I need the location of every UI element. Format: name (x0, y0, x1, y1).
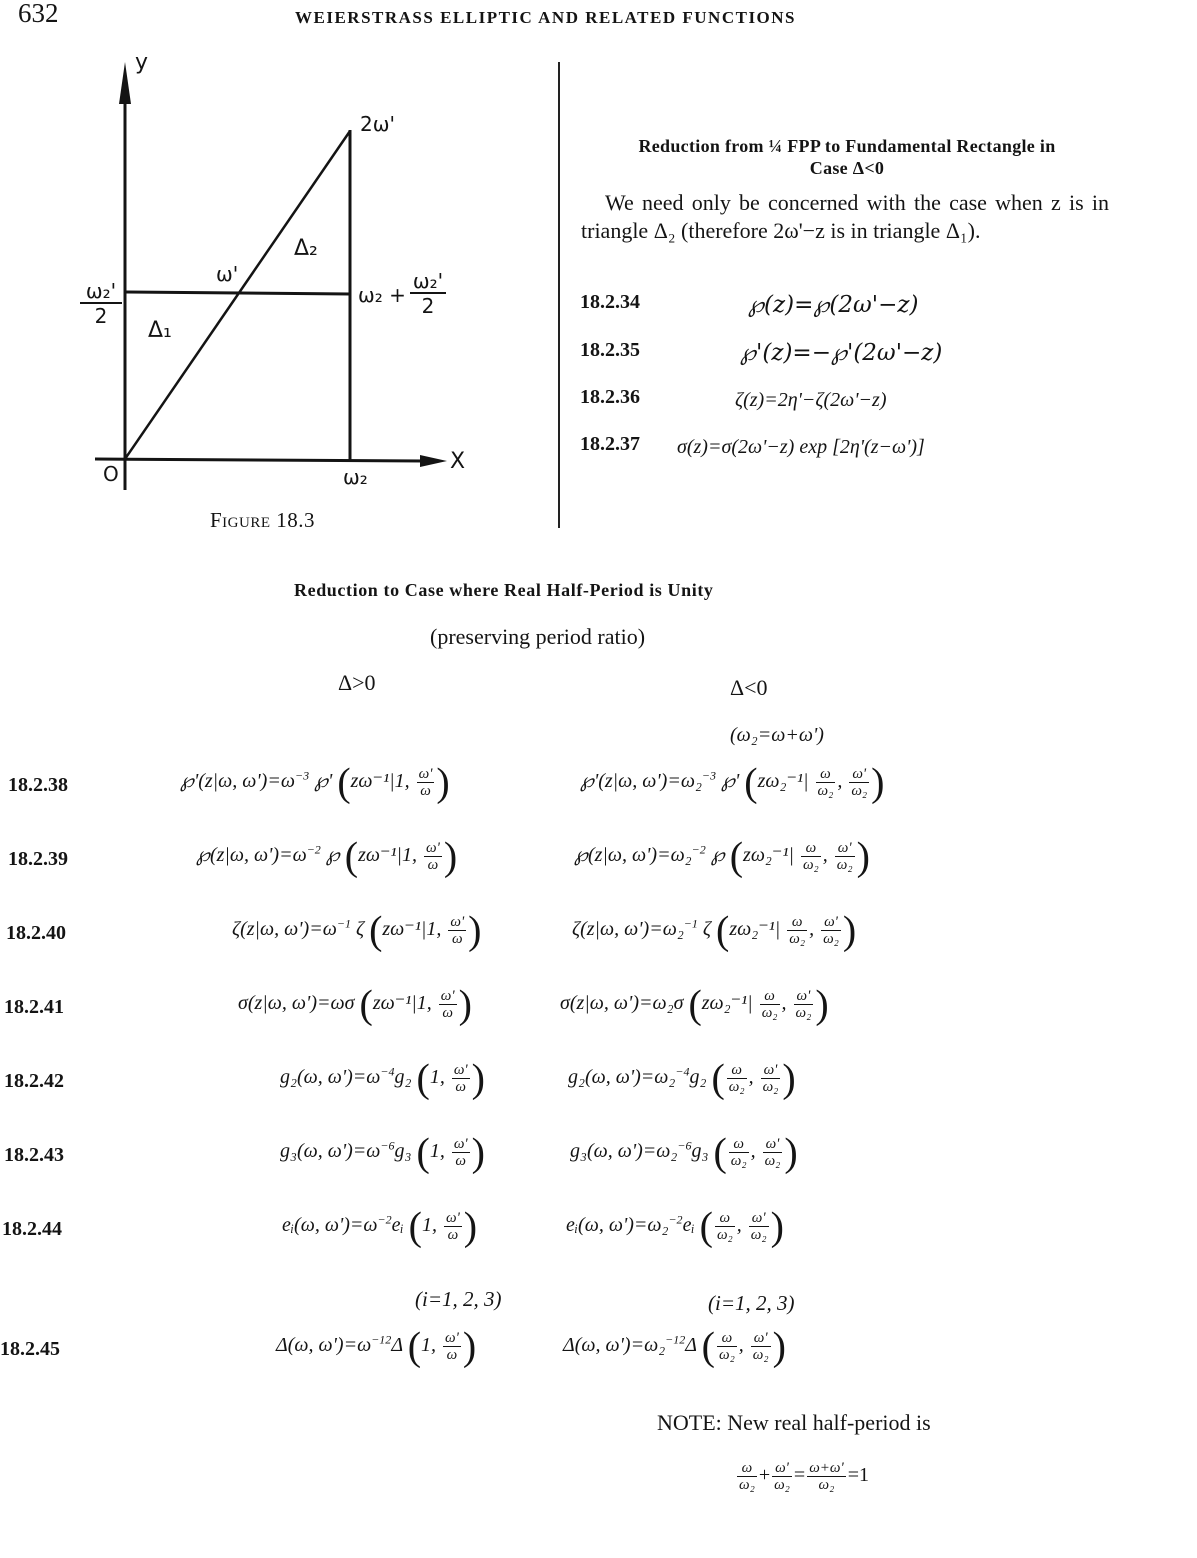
page-number: 632 (18, 0, 59, 28)
column-right-note: (ω₂=ω+ω') (730, 724, 824, 746)
lhs: ℘'(z|ω, ω')=ω (180, 770, 295, 793)
argument: 1, (429, 1066, 445, 1089)
exponent: −3 (701, 768, 717, 783)
equation-18-2-45-left: Δ(ω, $\omega')=\omega^{-12}\Delta$ (1, $\frac{\omega'}{\omega}$ ) (276, 1323, 477, 1369)
equation-18-2-40-right: ζ(z|ω, ω')=ω₂$^{-1}$ ζ (zω₂⁻¹| $\frac{\omega}{\text{ω₂}}$ , $\frac{\omega'}{\text{ω₂}}$ ) (572, 907, 857, 953)
lhs: g₂(ω, ω')=ω (280, 1066, 381, 1089)
right-fraction-den: 2 (421, 294, 435, 318)
exponent: −2 (668, 1212, 683, 1227)
equation-18-2-45-right: Δ(ω, ω')=ω₂$^{-12}$Δ ( $\frac{\omega}{\text{ω₂}}$ , $\frac{\omega'}{\text{ω₂}}$ ) (563, 1323, 786, 1369)
lhs: ℘'(z|ω, ω')=ω₂ (580, 770, 702, 793)
lhs: σ(z|ω, ω')=ω (238, 992, 345, 1015)
exponent: −4 (675, 1064, 690, 1079)
equation-18-2-37: σ(z)=σ(2ω'−z) exp [2η'(z−ω')] (677, 436, 925, 458)
column-right-heading: Δ<0 (730, 675, 768, 700)
argument: 1, (421, 1214, 437, 1237)
eq-number-18-2-44: 18.2.44 (2, 1218, 62, 1240)
fundamental-rectangle-diagram (0, 0, 560, 540)
section1-paragraph: We need only be concerned with the case when z is in triangle Δ₂ (therefore 2ω'−z is in triangle Δ₁). (581, 190, 1109, 243)
function: ℘ (325, 844, 340, 867)
lhs: eᵢ(ω, ω')=ω₂ (566, 1214, 669, 1237)
function: σ (673, 992, 684, 1015)
equation-18-2-35: ℘'(z)=−℘'(2ω'−z) (740, 340, 943, 366)
triangle-lower-label: Δ₁ (148, 318, 172, 343)
lhs: Δ(ω, ω')=ω (276, 1334, 372, 1357)
argument: 1, (429, 1140, 445, 1163)
note-text: NOTE: New real half-period is (657, 1410, 931, 1435)
column-divider (558, 62, 560, 528)
exponent: −2 (691, 842, 706, 857)
lhs: g₃(ω, ω')=ω₂ (570, 1140, 678, 1163)
argument: zω⁻¹|1, (350, 770, 410, 793)
argument: zω⁻¹|1, (372, 992, 432, 1015)
equation-18-2-34: ℘(z)=℘(2ω'−z) (748, 292, 919, 318)
left-fraction-label (80, 280, 122, 328)
left-fraction-den: 2 (94, 304, 108, 328)
function: σ (344, 992, 355, 1015)
index-note-left: (i=1, 2, 3) (415, 1287, 502, 1311)
function: ℘' (721, 770, 740, 793)
eq-number-18-2-42: 18.2.42 (4, 1070, 64, 1092)
function: Δ (685, 1334, 697, 1357)
function: ℘' (314, 770, 333, 793)
exponent: −6 (677, 1138, 692, 1153)
lhs: g₃(ω, ω')=ω (280, 1140, 381, 1163)
figure-18-3 (0, 0, 560, 540)
function: ζ (355, 918, 365, 941)
lhs: g₂(ω, ω')=ω₂ (568, 1066, 676, 1089)
equation-18-2-43-right: g₃(ω, ω')=ω₂$^{-6}$g₃ ( $\frac{\omega}{\text{ω₂}}$ , $\frac{\omega'}{\text{ω₂}}$ ) (570, 1129, 798, 1175)
exponent: −6 (380, 1138, 395, 1153)
exponent: −2 (306, 842, 321, 857)
equation-18-2-39-right: ℘(z|ω, ω')=ω₂$^{-2}$ ℘ (zω₂⁻¹| $\frac{\omega}{\text{ω₂}}$ , $\frac{\omega'}{\text{ω₂}}$ ) (574, 833, 870, 879)
exponent: −1 (336, 916, 351, 931)
left-fraction-num: ω₂' (80, 280, 122, 304)
function: g₂ (689, 1066, 707, 1089)
x-tick-label: ω₂ (343, 465, 368, 489)
equation-18-2-41-right: σ(z|ω, ω')=ω₂σ (zω₂⁻¹| $\frac{\omega}{\text{ω₂}}$ , $\frac{\omega'}{\text{ω₂}}$ ) (560, 981, 829, 1027)
lhs: Δ(ω, ω')=ω₂ (563, 1334, 666, 1357)
function: ζ (702, 918, 712, 941)
equation-18-2-38-right: ℘'(z|ω, ω')=ω₂$^{-3}$ ℘' (zω₂⁻¹| $\frac{\omega}{\text{ω₂}}$ , $\frac{\omega'}{\text{ω₂}}$ ) (580, 759, 885, 805)
section1-heading (582, 135, 1112, 179)
lhs: ζ(z|ω, ω')=ω₂ (572, 918, 684, 941)
right-label-prefix: ω₂ + (358, 283, 406, 307)
lhs: eᵢ(ω, ω')=ω (282, 1214, 378, 1237)
top-vertex-label: 2ω' (360, 112, 395, 136)
equation-18-2-42-left: g₂(ω, $\omega')=\omega^{-4}g_2$ (1, $\frac{\omega'}{\omega}$ ) (280, 1055, 485, 1101)
function: eᵢ (391, 1214, 404, 1237)
eq-number-18-2-45: 18.2.45 (0, 1338, 60, 1360)
function: eᵢ (682, 1214, 695, 1237)
eq-number-18-2-40: 18.2.40 (6, 922, 66, 944)
exponent: −12 (371, 1332, 392, 1347)
exponent: −12 (665, 1332, 686, 1347)
section2-heading: Reduction to Case where Real Half-Period is Unity (294, 580, 714, 600)
argument: 1, (421, 1334, 437, 1357)
right-fraction-label (410, 270, 446, 318)
midpoint-label: ω' (216, 262, 239, 286)
section1-heading-line1: Reduction from ¼ FPP to Fundamental Rectangle in (638, 136, 1056, 156)
lhs: ℘(z|ω, ω')=ω (196, 844, 307, 867)
lhs: ζ(z|ω, ω')=ω (232, 918, 337, 941)
y-axis-label: y (135, 50, 149, 75)
function: g₂ (394, 1066, 412, 1089)
function: Δ (391, 1334, 403, 1357)
exponent: −2 (377, 1212, 392, 1227)
lhs: ℘(z|ω, ω')=ω₂ (574, 844, 692, 867)
equation-18-2-44-right: eᵢ(ω, ω')=ω₂$^{-2}$eᵢ ( $\frac{\omega}{\text{ω₂}}$ , $\frac{\omega'}{\text{ω₂}}$ ) (566, 1203, 784, 1249)
argument: zω⁻¹|1, (382, 918, 442, 941)
argument: zω₂⁻¹| (757, 770, 809, 793)
eq-number-18-2-43: 18.2.43 (4, 1144, 64, 1166)
exponent: −3 (294, 768, 310, 783)
equation-18-2-36: ζ(z)=2η'−ζ(2ω'−z) (735, 389, 887, 411)
section2-subheading: (preserving period ratio) (430, 624, 646, 649)
column-left-heading: Δ>0 (338, 670, 376, 695)
argument: zω₂⁻¹| (729, 918, 781, 941)
equation-18-2-44-left: eᵢ(ω, $\omega')=\omega^{-2}eᵢ$ (1, $\frac{\omega'}{\omega}$ ) (282, 1203, 478, 1249)
equation-18-2-40-left: ζ(z|ω, $\omega')=\omega^{-1}$ ζ (zω⁻¹|1, $\frac{\omega'}{\omega}$ ) (232, 907, 482, 953)
function: g₃ (394, 1140, 412, 1163)
x-axis-label: X (450, 449, 466, 474)
lhs: σ(z|ω, ω')=ω₂ (560, 992, 674, 1015)
triangle-upper-label: Δ₂ (294, 236, 318, 261)
eq-number-18-2-36: 18.2.36 (580, 386, 640, 408)
note-equation: $\frac{\omega}{\text{ω₂}}$ + $\frac{\omega'}{\text{ω₂}}$ = $\frac{\omega+\omega'}{\text{ω₂}}$ =1 (739, 1460, 869, 1493)
running-head: WEIERSTRASS ELLIPTIC AND RELATED FUNCTIONS (295, 8, 797, 27)
eq-number-18-2-39: 18.2.39 (8, 848, 68, 870)
eq-number-18-2-37: 18.2.37 (580, 433, 640, 455)
equation-18-2-39-left: ℘(z|ω, $\omega')=\omega^{-2}$ ℘ (zω⁻¹|1, $\frac{\omega'}{\omega}$ ) (196, 833, 458, 879)
argument: zω₂⁻¹| (743, 844, 794, 867)
exponent: −1 (683, 916, 698, 931)
right-fraction-num: ω₂' (410, 270, 446, 294)
equation-18-2-43-left: g₃(ω, $\omega')=\omega^{-6}g_3$ (1, $\frac{\omega'}{\omega}$ ) (280, 1129, 485, 1175)
eq-number-18-2-38: 18.2.38 (8, 774, 68, 796)
function: g₃ (691, 1140, 709, 1163)
argument: zω₂⁻¹| (701, 992, 753, 1015)
exponent: −4 (380, 1064, 395, 1079)
equation-18-2-42-right: g₂(ω, ω')=ω₂$^{-4}$g₂ ( $\frac{\omega}{\text{ω₂}}$ , $\frac{\omega'}{\text{ω₂}}$ ) (568, 1055, 796, 1101)
eq-number-18-2-41: 18.2.41 (4, 996, 64, 1018)
section1-heading-line2: Case Δ<0 (809, 158, 885, 178)
figure-caption: Figure 18.3 (210, 508, 316, 532)
eq-number-18-2-35: 18.2.35 (580, 339, 640, 361)
function: ℘ (710, 844, 725, 867)
origin-label: O (103, 462, 119, 486)
index-note-right: (i=1, 2, 3) (708, 1291, 795, 1315)
equation-18-2-41-left: σ(z|ω, ω')=ωσ (zω⁻¹|1, $\frac{\omega'}{\omega}$ ) (238, 981, 472, 1027)
eq-number-18-2-34: 18.2.34 (580, 291, 640, 313)
equation-18-2-38-left: ℘'(z|ω, $\omega')=\omega^{-3}$ ℘' (zω⁻¹|1, $\frac{\omega'}{\omega}$ ) (180, 759, 450, 805)
argument: zω⁻¹|1, (358, 844, 418, 867)
